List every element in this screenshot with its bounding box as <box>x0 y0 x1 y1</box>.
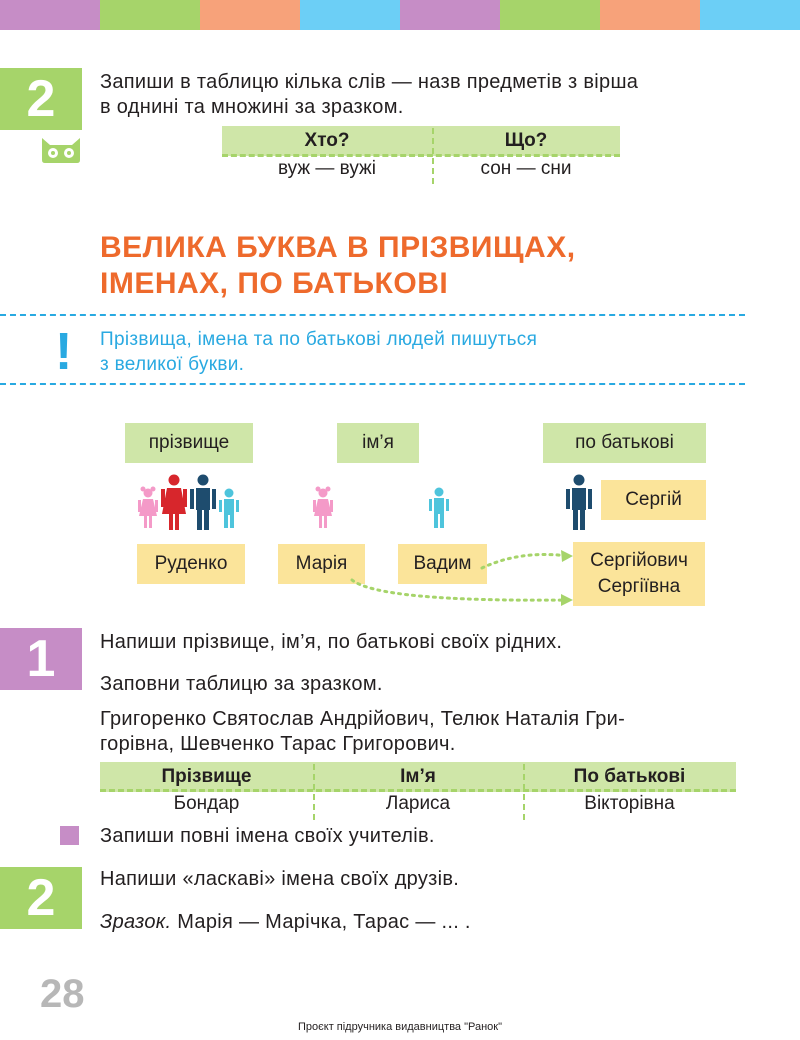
father-name: Сергій <box>601 480 706 520</box>
cat-icon <box>40 136 82 169</box>
task-text: Напиши «ласкаві» імена своїх друзів. <box>100 868 460 890</box>
topbar-segment <box>400 0 500 30</box>
extra-task-marker <box>60 826 79 845</box>
table-header-surname: Прізвище <box>100 762 313 792</box>
task-text: Григоренко Святослав Андрійович, Телюк Наталія Гри- <box>100 708 626 730</box>
table-header-who: Хто? <box>222 126 432 156</box>
task-text: Заповни таблицю за зразком. <box>100 673 383 695</box>
girl-icon <box>310 486 336 533</box>
task-number-badge: 2 <box>0 68 82 130</box>
label-patronymic: по батькові <box>543 423 706 463</box>
rule-text <box>100 327 537 377</box>
task-text: Напиши прізвище, ім’я, по батькові своїх рідних. <box>100 631 563 653</box>
topbar-segment <box>300 0 400 30</box>
rule-line: Прізвища, імена та по батькові людей пишуться <box>100 329 538 350</box>
table-cell: Лариса <box>385 793 451 814</box>
surname-example: Руденко <box>137 544 245 584</box>
topbar-segment <box>500 0 600 30</box>
example-content: Марія — Марічка, Тарас — ... . <box>171 911 471 933</box>
table-header-what: Що? <box>432 126 620 156</box>
task-number-badge: 2 <box>0 867 82 929</box>
man-icon <box>564 474 594 535</box>
boy-icon <box>426 486 452 533</box>
topbar-segment <box>200 0 300 30</box>
top-color-bar <box>0 0 800 30</box>
example-label: Зразок. <box>100 911 172 933</box>
section-title-line: ІМЕНАХ, ПО БАТЬКОВІ <box>100 267 449 300</box>
rule-top-border <box>0 314 745 316</box>
topbar-segment <box>700 0 800 30</box>
rule-bottom-border <box>0 383 745 385</box>
topbar-segment <box>100 0 200 30</box>
name-female: Марія <box>278 544 365 584</box>
section-title-line: ВЕЛИКА БУКВА В ПРІЗВИЩАХ, <box>100 231 576 264</box>
task-text: горівна, Шевченко Тарас Григорович. <box>100 733 456 755</box>
example-text <box>100 910 471 935</box>
task-text: Запиши повні імена своїх учителів. <box>100 825 435 847</box>
task-number-badge: 1 <box>0 628 82 690</box>
patronymic-male: Сергійович <box>590 550 688 571</box>
section-title <box>100 230 576 302</box>
topbar-segment <box>0 0 100 30</box>
table-header-patronymic: По батькові <box>523 762 736 792</box>
table-cell: вуж — вужі <box>278 158 376 179</box>
table-cell: сон — сни <box>480 158 572 179</box>
task-text: в однині та множині за зразком. <box>100 96 404 118</box>
patronymic-female: Сергіївна <box>597 576 681 597</box>
table-cell: Вікторівна <box>584 793 675 814</box>
label-surname: прізвище <box>125 423 253 463</box>
label-name: ім’я <box>337 423 419 463</box>
rule-line: з великої букви. <box>100 354 245 375</box>
task-text: Запиши в таблицю кілька слів — назв предметів з вірша <box>100 71 639 93</box>
page-number: 28 <box>40 972 85 1016</box>
topbar-segment <box>600 0 700 30</box>
table-header-name: Ім’я <box>313 762 523 792</box>
patronymic-box <box>573 542 705 606</box>
dotted-arrows <box>340 540 590 615</box>
exclamation-icon: ! <box>55 323 73 381</box>
family-icon <box>136 474 246 537</box>
name-male: Вадим <box>398 544 487 584</box>
table-cell: Бондар <box>173 793 240 814</box>
footer-text: Проєкт підручника видавництва "Ранок" <box>298 1021 502 1033</box>
